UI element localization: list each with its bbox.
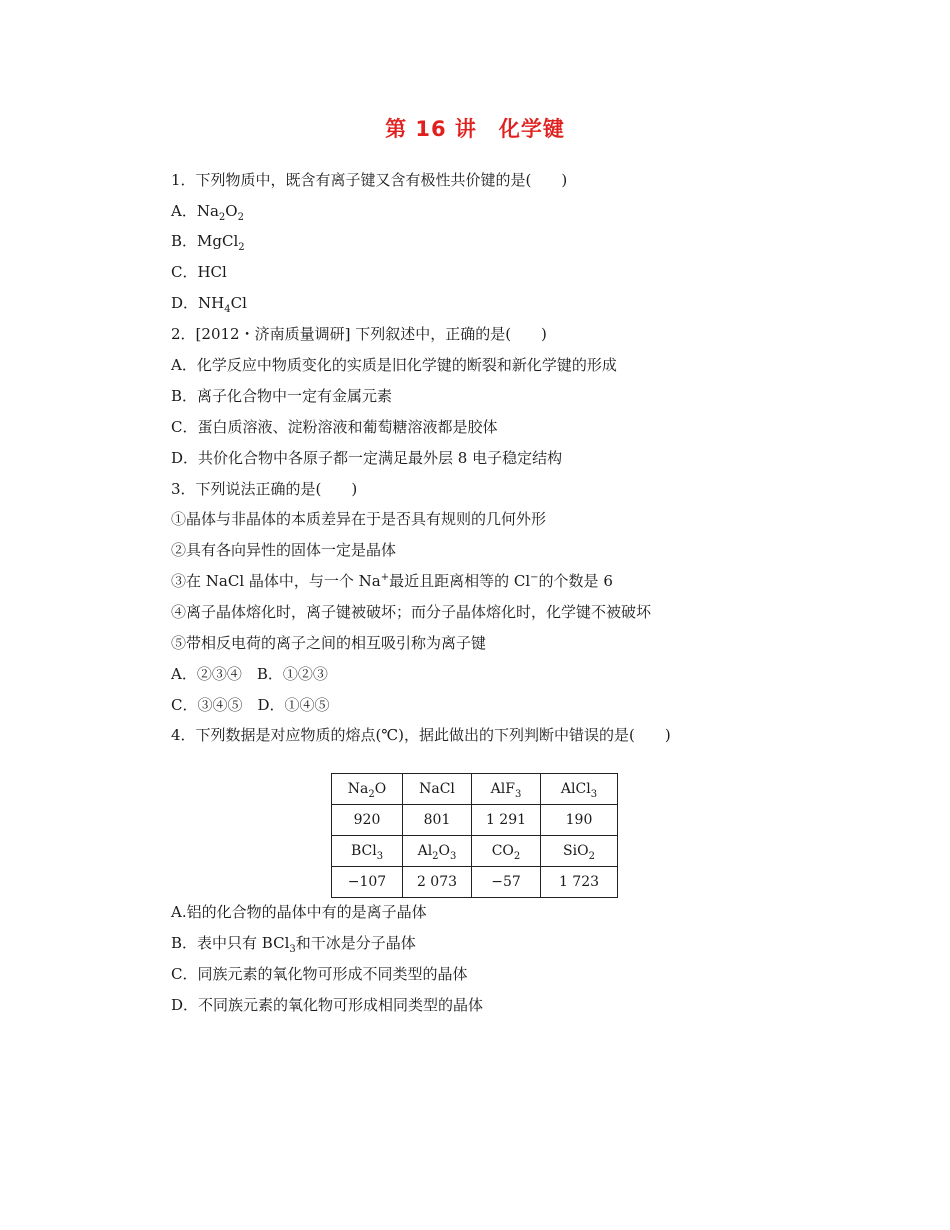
question-2-option-a: A．化学反应中物质变化的实质是旧化学键的断裂和新化学键的形成 xyxy=(171,356,617,374)
question-4-option-c: C．同族元素的氧化物可形成不同类型的晶体 xyxy=(171,965,468,983)
table-row xyxy=(332,836,618,867)
question-1-stem: 1．下列物质中，既含有离子键又含有极性共价键的是( ) xyxy=(171,171,568,189)
question-3-options-cd: C．③④⑤ D．①④⑤ xyxy=(171,696,330,714)
question-1-option-b: B．MgCl$_2$ xyxy=(171,232,245,253)
question-2-option-c: C．蛋白质溶液、淀粉溶液和葡萄糖溶液都是胶体 xyxy=(171,418,498,436)
table-cell: 1 723 xyxy=(541,867,618,898)
table-row xyxy=(332,805,618,836)
question-1-option-c: C．HCl xyxy=(171,263,227,281)
table-cell: $Al_2O_3$ xyxy=(403,836,472,867)
question-3-stem: 3．下列说法正确的是( ) xyxy=(171,480,358,498)
question-3-statement-5: ⑤带相反电荷的离子之间的相互吸引称为离子键 xyxy=(171,634,487,652)
table-row xyxy=(332,867,618,898)
question-2-stem: 2．[2012・济南质量调研] 下列叙述中，正确的是( ) xyxy=(171,325,547,343)
question-3-statement-4: ④离子晶体熔化时，离子键被破坏；而分子晶体熔化时，化学键不被破坏 xyxy=(171,603,652,621)
table-cell: 801 xyxy=(403,805,472,836)
table-cell: SiO$_2$ xyxy=(541,836,618,867)
table-cell: 1 291 xyxy=(472,805,541,836)
question-2-option-d: D．共价化合物中各原子都一定满足最外层 8 电子稳定结构 xyxy=(171,449,563,467)
question-1-option-a: A．$Na_2O_2$ xyxy=(171,202,244,223)
question-4-stem: 4．下列数据是对应物质的熔点(℃)，据此做出的下列判断中错误的是( ) xyxy=(171,726,671,744)
table-cell: 2 073 xyxy=(403,867,472,898)
table-cell: $Na_2O$ xyxy=(332,774,403,805)
table-cell: AlF$_3$ xyxy=(472,774,541,805)
table-cell: $CO_2$ xyxy=(472,836,541,867)
question-2-option-b: B．离子化合物中一定有金属元素 xyxy=(171,387,393,405)
melting-point-table xyxy=(331,773,618,898)
page-title: 第 16 讲 化学键 xyxy=(385,117,565,141)
question-3-statement-1: ①晶体与非晶体的本质差异在于是否具有规则的几何外形 xyxy=(171,510,547,528)
question-1-option-d: D．$NH_4Cl$ xyxy=(171,294,247,315)
question-3-statement-2: ②具有各向异性的固体一定是晶体 xyxy=(171,541,397,559)
table-cell: AlCl$_3$ xyxy=(541,774,618,805)
question-4-option-b: B．表中只有 BCl$_3$和干冰是分子晶体 xyxy=(171,934,416,955)
question-3-options-ab: A．②③④ B．①②③ xyxy=(171,665,328,683)
table-cell: 190 xyxy=(541,805,618,836)
table-cell: −57 xyxy=(472,867,541,898)
table-row xyxy=(332,774,618,805)
table-cell: 920 xyxy=(332,805,403,836)
question-4-option-a: A.铝的化合物的晶体中有的是离子晶体 xyxy=(171,903,427,921)
question-3-statement-3: ③在 NaCl 晶体中，与一个 Na+最近且距离相等的 Cl−的个数是 6 xyxy=(171,572,613,590)
table-cell: BCl$_3$ xyxy=(332,836,403,867)
table-cell: NaCl xyxy=(403,774,472,805)
question-4-option-d: D．不同族元素的氧化物可形成相同类型的晶体 xyxy=(171,996,484,1014)
table-cell: −107 xyxy=(332,867,403,898)
